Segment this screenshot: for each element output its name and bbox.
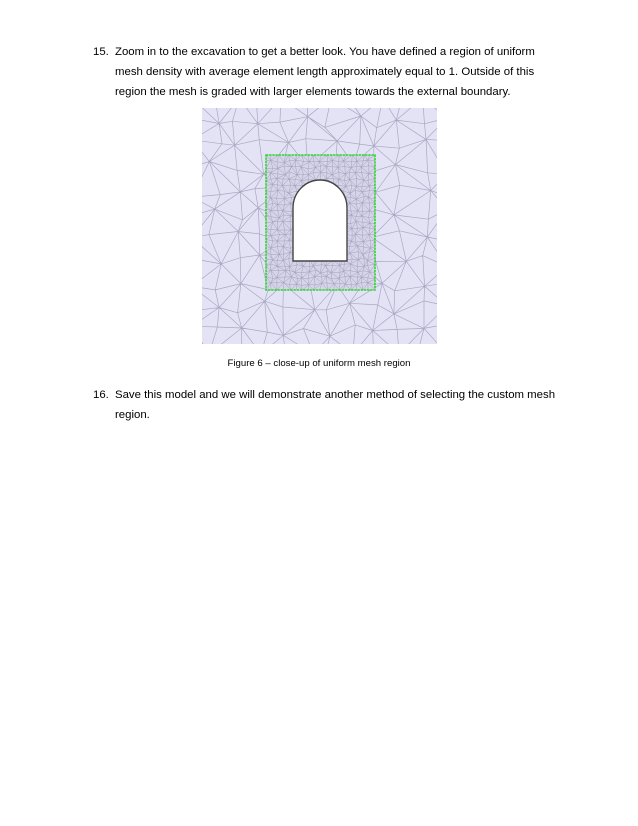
step-text: Zoom in to the excavation to get a better look. You have defined a region of uniform mesh density with average element length approximately equal to 1. Outside of this region the mesh is graded with larger elements towards the external boundary.	[115, 46, 535, 98]
mesh-image	[202, 108, 437, 344]
step-number: 16.	[93, 389, 109, 401]
step-16	[93, 385, 563, 425]
step-text: Save this model and we will demonstrate another method of selecting the custom mesh region.	[115, 389, 556, 421]
step-15	[93, 42, 563, 102]
mesh-figure	[202, 108, 437, 344]
excavation-outline	[293, 180, 347, 261]
figure-caption: Figure 6 – close-up of uniform mesh region	[227, 358, 411, 369]
step-number: 15.	[93, 46, 109, 58]
